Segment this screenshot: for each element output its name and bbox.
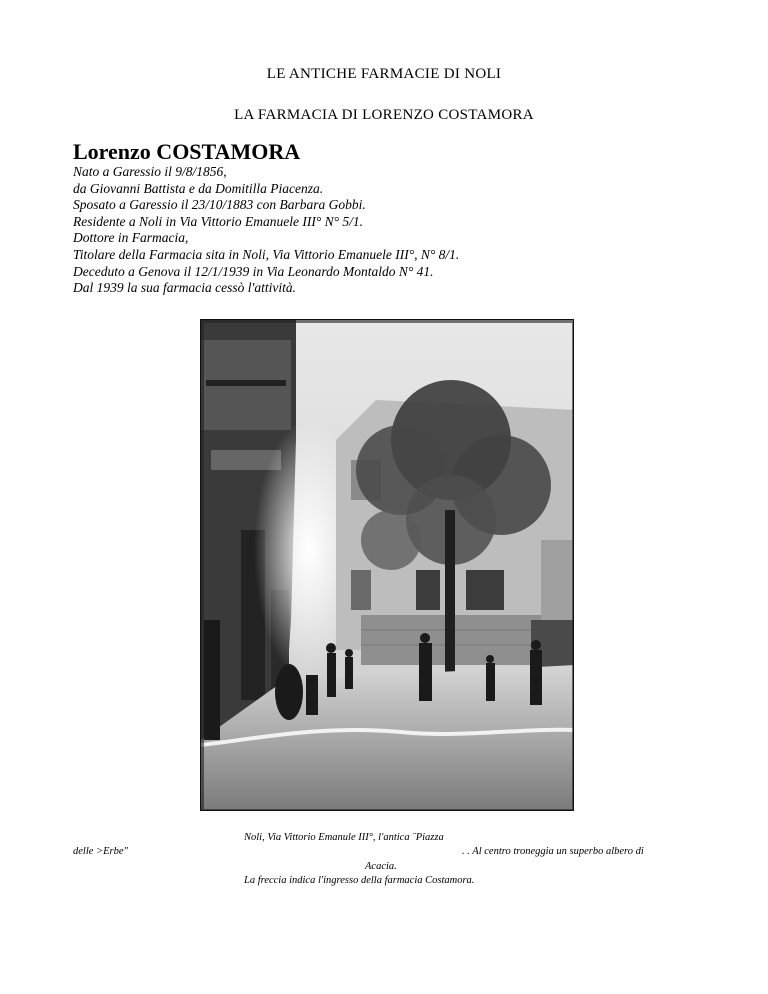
bio-line-birth: Nato a Garessio il 9/8/1856, xyxy=(73,164,227,179)
document-title: LE ANTICHE FARMACIE DI NOLI xyxy=(266,66,502,82)
bio-line-residence: Residente a Noli in Via Vittorio Emanuele III° N° 5/1. xyxy=(73,213,363,229)
person-name: Lorenzo COSTAMORA xyxy=(73,139,301,164)
bio-line-pharmacy: Titolare della Farmacia sita in Noli, Via Vittorio Emanuele III°, N° 8/1. xyxy=(73,246,460,262)
document-subtitle: LA FARMACIA DI LORENZO COSTAMORA xyxy=(234,107,534,123)
street-photo xyxy=(200,319,574,811)
bio-line-degree: Dottore in Farmacia, xyxy=(73,230,189,246)
biography xyxy=(73,164,459,297)
bio-line-closure: Dal 1939 la sua farmacia cessò l'attività. xyxy=(73,280,297,296)
caption-line-2-left: delle >Erbe" xyxy=(73,846,128,857)
bio-line-marriage: Sposato a Garessio il 23/10/1883 con Barbara Gobbi. xyxy=(73,197,366,213)
caption-line-1: Noli, Via Vittorio Emanule III°, l'antica ¨Piazza xyxy=(244,832,444,843)
bio-line-parents: da Giovanni Battista e da Domitilla Piacenza. xyxy=(73,180,324,196)
caption-line-2-right: . . Al centro troneggia un superbo albero di xyxy=(462,846,644,857)
caption-line-4: La freccia indica l'ingresso della farmacia Costamora. xyxy=(244,875,475,886)
caption-line-3: Acacia. xyxy=(365,861,397,872)
bio-line-death: Deceduto a Genova il 12/1/1939 in Via Leonardo Montaldo N° 41. xyxy=(73,263,434,279)
